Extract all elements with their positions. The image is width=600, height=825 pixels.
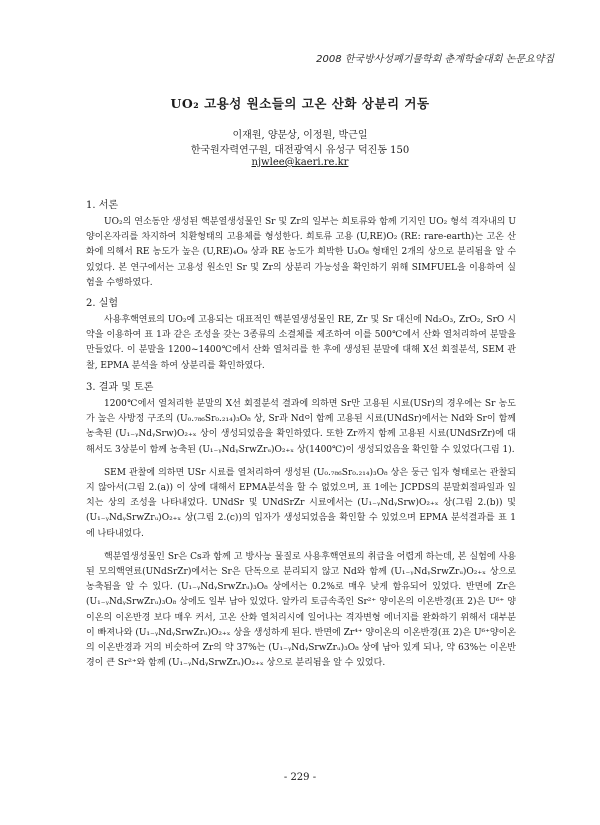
section-heading: 1. 서론 xyxy=(86,200,119,211)
email-link[interactable]: njwlee@kaeri.re.kr xyxy=(251,157,349,168)
paragraph: UO₂의 연소동안 생성된 핵분열생성물인 Sr 및 Zr의 일부는 희토류와 함께 기지인 UO₂ 형석 격자내의 U 양이온자리를 차지하여 치환형태의 고용체를 형성한다. 희토류 고용 (U,RE)O₂ (RE: rare-earth)는 고온 산화에 의해서 RE 농도가 높은 (U,RE)₄O₉ 상과 RE 농도가 희박한 U₃O₈ 형태인 2개의 상으로 분리됨을 알 수 있었다. 본 연구에서는 고용성 원소인 Sr 및 Zr의 상분리 가능성을 확인하기 위해 SIMFUEL을 이용하여 실험을 수행하였다. xyxy=(86,217,516,288)
section-heading: 2. 실험 xyxy=(86,298,119,309)
authors: 이재원, 양문상, 이정원, 박근일 xyxy=(232,130,368,141)
affiliation: 한국원자력연구원, 대전광역시 유성구 덕진동 150 xyxy=(190,145,410,156)
paragraph: 핵분열생성물인 Sr은 Cs과 함께 고 방사능 물질로 사용후핵연료의 취급을 어렵게 하는데, 본 실험에 사용된 모의핵연료(UNdSrZr)에서는 Sr은 단독으로 분리되지 않고 Nd와 함께 (U₁₋ᵧNdᵧSrwZrᵤ)O₂₊ₓ 상으로 농축됨을 알 수 있다. (U₁₋ᵧNdᵧSrwZrᵤ)₃O₈ 상에서는 0.2%로 매우 낮게 함유되어 있었다. 반면에 Zr은 (U₁₋ᵧNdᵧSrwZrᵤ)₃O₈ 상에도 일부 남아 있었다. 알카리 토금속족인 Sr²⁺ 양이온의 이온반경(표 2)은 U⁶⁺ 양이온의 이온반경 보다 매우 커서, 고온 산화 열처리시에 일어나는 격자변형 에너지를 완화하기 위해서 대부분이 빠져나와 (U₁₋ᵧNdᵧSrwZrᵤ)O₂₊ₓ 상을 생성하게 된다. 반면에 Zr⁴⁺ 양이온의 이온반경(표 2)은 U⁶⁺양이온의 이온반경과 거의 비슷하여 Zr의 약 37%는 (U₁₋ᵧNdᵧSrwZrᵤ)₃O₈ 상에 남아 있게 되나, 약 63%는 이온반경이 큰 Sr²⁺와 함께 (U₁₋ᵧNdᵧSrwZrᵤ)O₂₊ₓ 상으로 분리됨을 알 수 있었다. xyxy=(86,551,516,669)
paper-title: UO₂ 고용성 원소들의 고온 산화 상분리 거동 xyxy=(170,96,430,111)
paragraph: 1200℃에서 열처리한 분말의 X선 회절분석 결과에 의하면 Sr만 고용된 시료(USr)의 경우에는 Sr 농도가 높은 사방정 구조의 (U₀.₇₈₆Sr₀.₂₁₄)₃O₈ 상, Sr과 Nd이 함께 고용된 시료(UNdSr)에서는 Nd와 Sr이 함께 농축된 (U₁₋ᵧNdᵧSrw)O₂₊ₓ 상이 생성되었음을 확인하였다. 또한 Zr까지 함께 고용된 시료(UNdSrZr)에 대해서도 3상분이 함께 농축된 (U₁₋ᵧNdᵧSrwZrᵤ)O₂₊ₓ 상(1400℃)이 생성되었음을 확인할 수 있었다(그림 1). xyxy=(86,399,516,455)
section-heading: 3. 결과 및 토론 xyxy=(86,382,154,393)
journal-header: 2008 한국방사성폐기물학회 춘계학술대회 논문요약집 xyxy=(316,54,554,65)
paragraph: SEM 관찰에 의하면 USr 시료를 열처리하여 생성된 (U₀.₇₈₆Sr₀.₂₁₄)₃O₈ 상은 둥근 입자 형태로는 관찰되지 않아서(그림 2.(a)) 이 상에 대해서 EPMA분석을 할 수 없었으며, 표 1에는 JCPDS의 분말회절파일과 일치는 상의 조성을 나타내었다. UNdSr 및 UNdSrZr 시료에서는 (U₁₋ᵧNdᵧSrw)O₂₊ₓ 상(그림 2.(b)) 및 (U₁₋ᵧNdᵧSrwZrᵤ)O₂₊ₓ 상(그림 2.(c))의 입자가 생성되었음을 확인할 수 있었으며 EPMA 분석결과를 표 1에 나타내었다. xyxy=(86,467,516,539)
paragraph: 사용후핵연료의 UO₂에 고용되는 대표적인 핵분열생성물인 RE, Zr 및 Sr 대신에 Nd₂O₃, ZrO₂, SrO 시약을 이용하여 표 1과 같은 조성을 갖는 3종류의 소결체를 제조하여 이를 500℃에서 산화 열처리하여 분말을 만들었다. 이 분말을 1200~1400℃에서 산화 열처리를 한 후에 생성된 분말에 대해 X선 회절분석, SEM 관찰, EPMA 분석을 하여 상분리를 확인하였다. xyxy=(86,315,516,371)
section-results xyxy=(86,378,516,671)
section-introduction xyxy=(86,196,516,291)
section-experiment xyxy=(86,294,516,374)
page-number: - 229 - xyxy=(283,772,317,783)
